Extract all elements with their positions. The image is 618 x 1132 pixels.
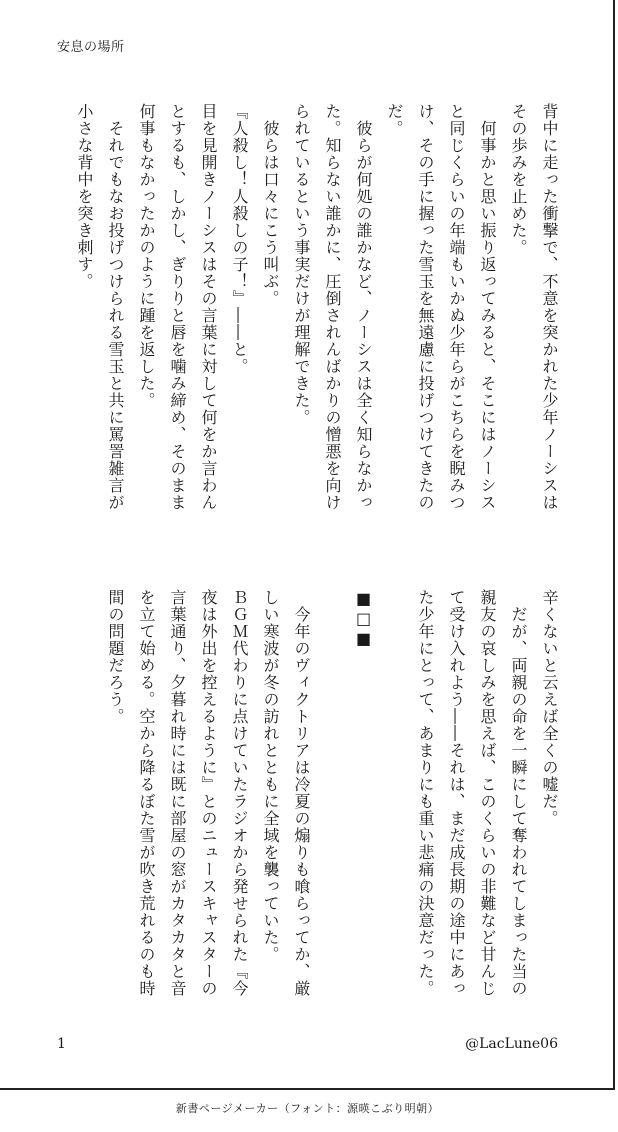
- author-handle: @LacLune06: [465, 1036, 558, 1052]
- page-number: 1: [57, 1036, 66, 1052]
- running-title: 安息の場所: [57, 40, 125, 55]
- top-text-block: [50, 103, 565, 525]
- blank-line: [379, 589, 410, 1011]
- paragraph: 今年のヴィクトリアは冷夏の煽りも喰らってか、厳しい寒波が冬の訪れとともに全域を襲っていた。: [261, 589, 311, 997]
- paragraph: だが、両親の命を一瞬にして奪われてしまった当の親友の哀しみを思えば、このくらいの非難など甘んじて受け入れよう――それは、まだ成長期の途中にあった少年にとって、あまりにも重い悲痛の決意だった。: [416, 589, 528, 997]
- paragraph: 『人殺し！人殺しの子！』――と。: [230, 103, 249, 375]
- bottom-text-block: [50, 589, 565, 1011]
- paragraph: 何事かと思い振り返ってみると、そこにはノーシスと同じくらいの年端もいかぬ少年らがこちらを睨みつけ、その手に握った雪玉を無遠慮に投げつけてきたのだ。: [385, 103, 497, 511]
- paragraph: 彼らは口々にこう叫ぶ。: [261, 103, 280, 307]
- paragraph: ＢＧＭ代わりに点けていたラジオから発せられた『今夜は外出を控えるように』とのニュースキャスターの言葉通り、夕暮れ時には既に部屋の窓がカタカタと音を立て始める。空から降るぼた雪が吹き荒れるのも時間の問題だろう。: [106, 589, 249, 997]
- paragraph: 辛くないと云えば全くの嘘だ。: [540, 589, 559, 827]
- paragraph: それでもなお投げつけられる雪玉と共に罵詈雑言が小さな背中を突き刺す。: [75, 103, 125, 511]
- blank-line: [317, 589, 348, 1011]
- generator-caption: 新書ページメーカー（フォント：源暎こぶり明朝）: [175, 1102, 440, 1115]
- paragraph: 背中に走った衝撃で、不意を突かれた少年ノーシスはその歩みを止めた。: [509, 103, 559, 511]
- scene-break: ■□■: [354, 589, 373, 649]
- paragraph: 目を見開きノーシスはその言葉に対して何をか言わんとするも、しかし、ぎりりと唇を噛み締め、そのまま何事もなかったかのように踵を返した。: [137, 103, 218, 511]
- paragraph: 彼らが何処の誰かなど、ノーシスは全く知らなかった。知らない誰かに、圧倒されんばかりの憎悪を向けられているという事実だけが理解できた。: [292, 103, 373, 511]
